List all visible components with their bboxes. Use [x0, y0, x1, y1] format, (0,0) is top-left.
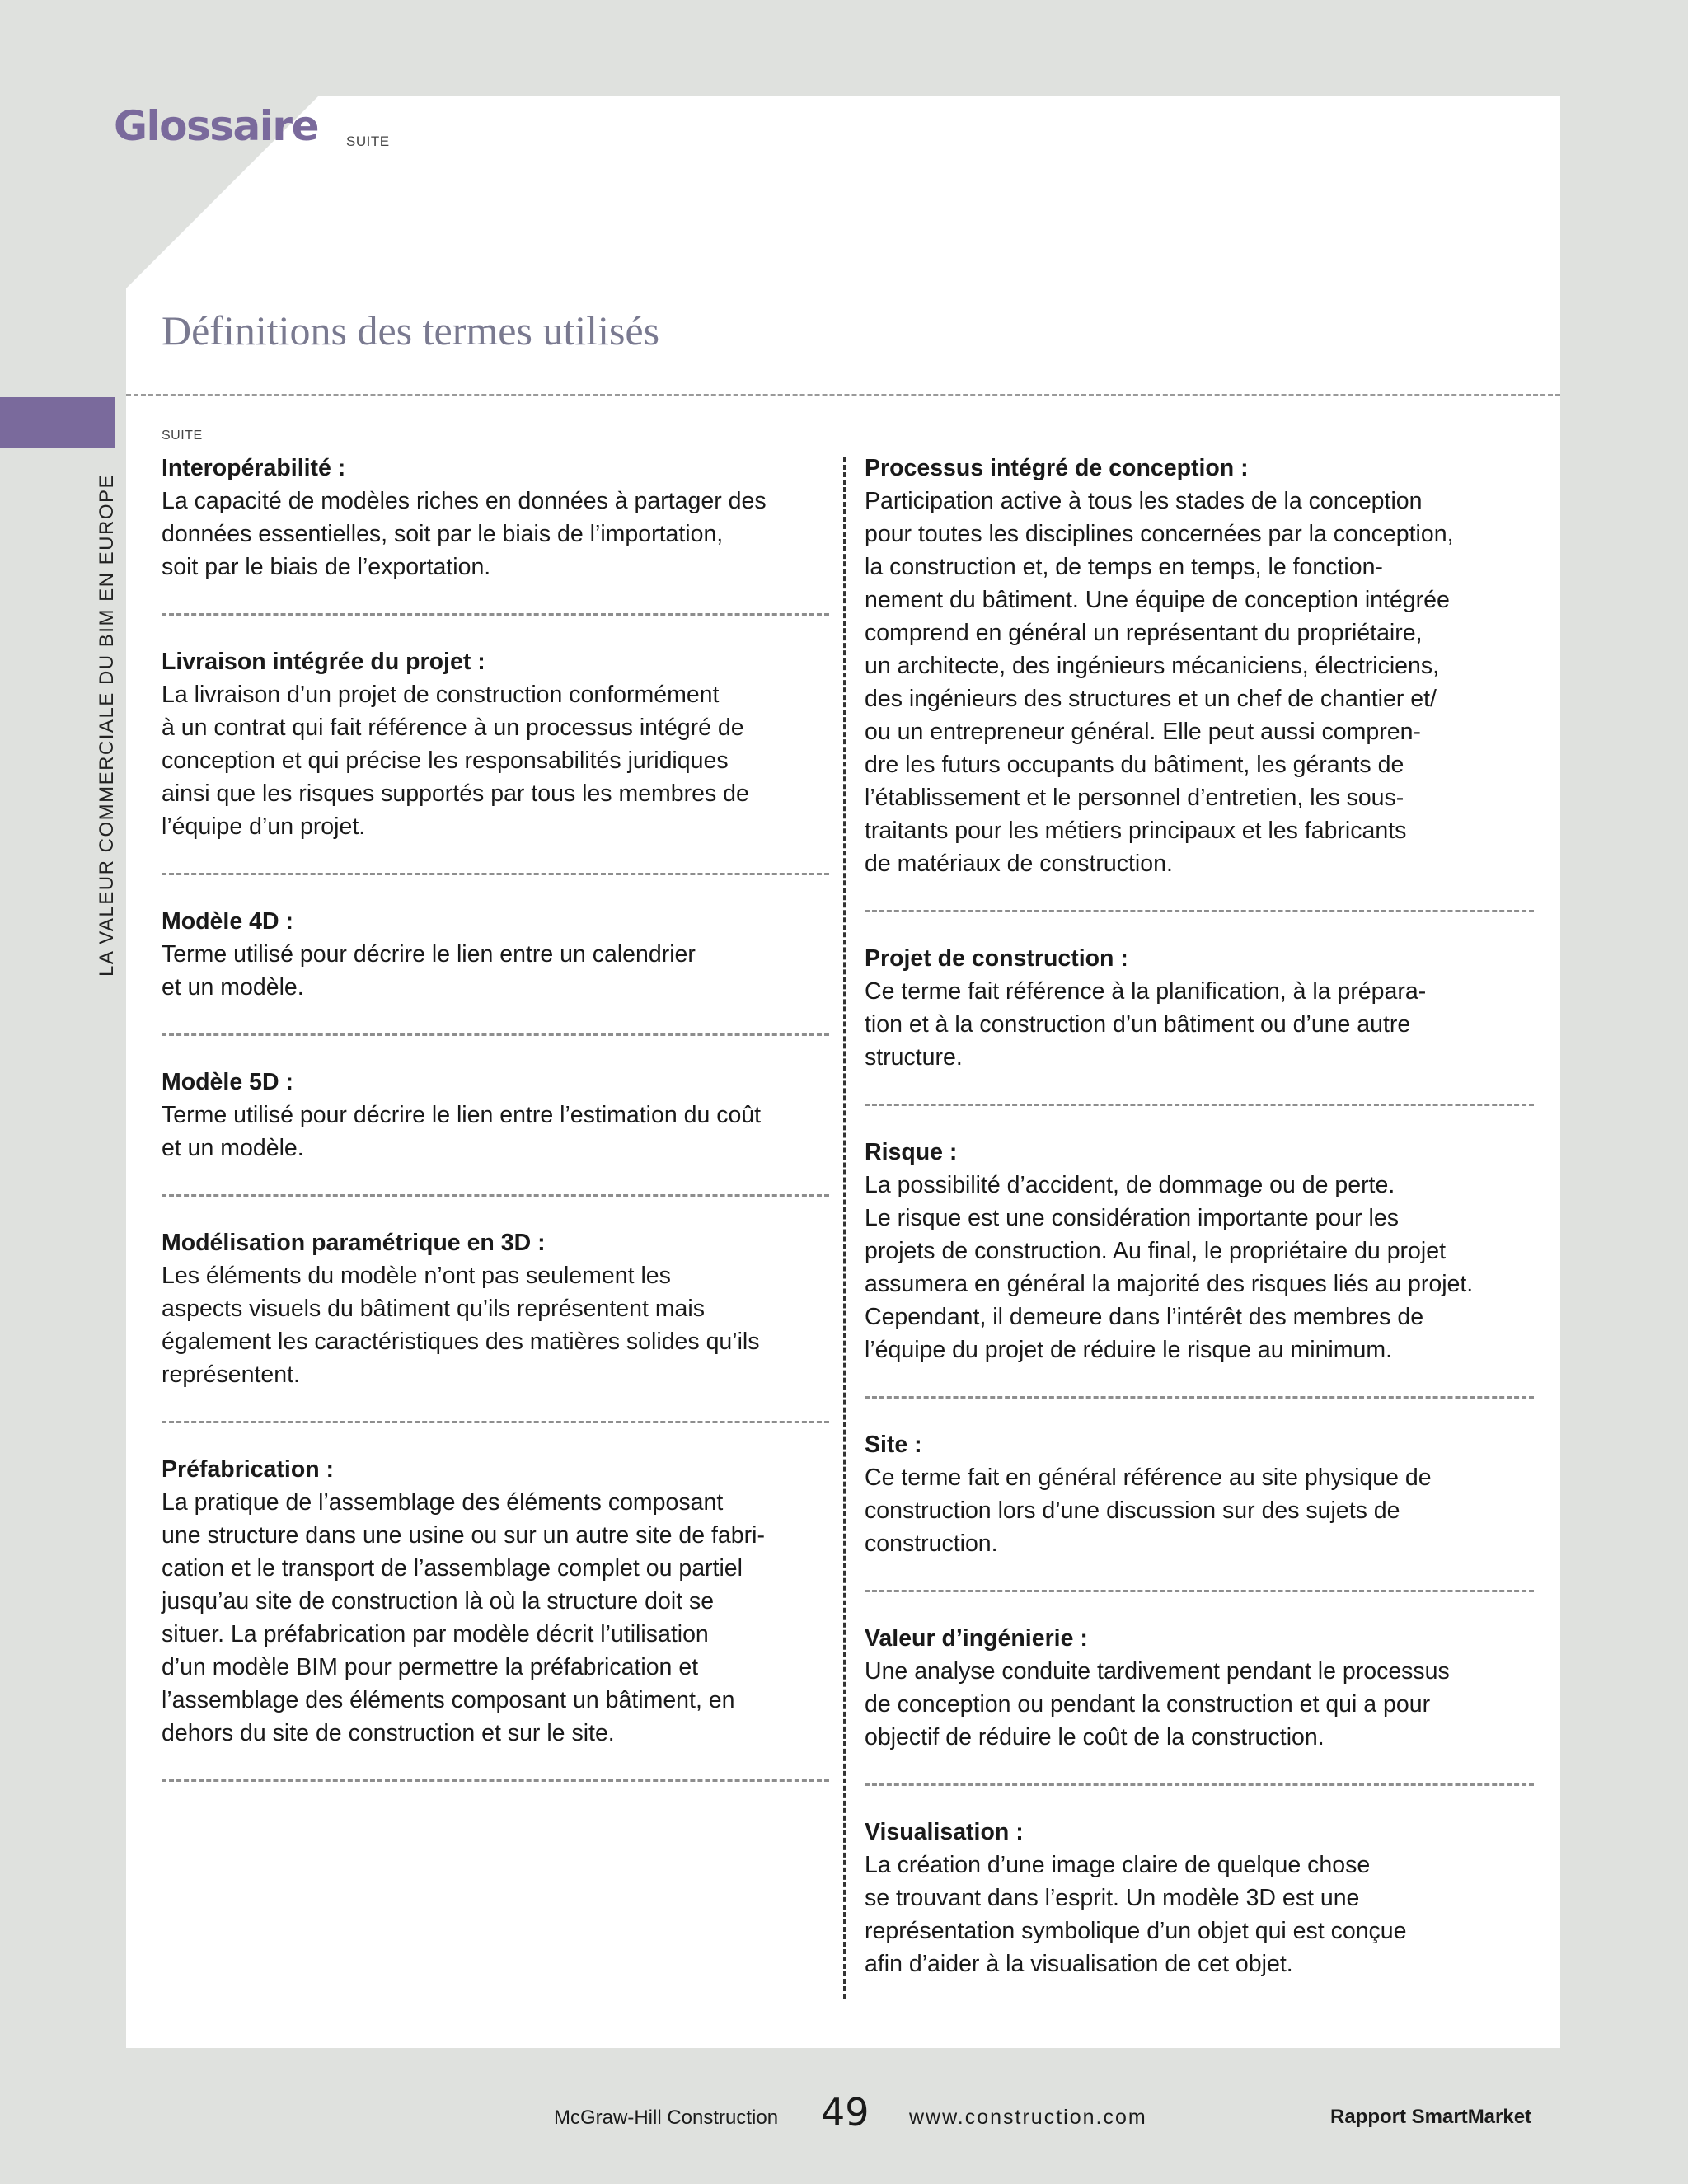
glossary-entry [162, 452, 829, 583]
glossary-definition: Ce terme fait référence à la planification, à la prépara- tion et à la construction d’un bâtiment ou d’une autre structure. [865, 978, 1427, 1071]
glossary-term: Modélisation paramétrique en 3D : [162, 1230, 546, 1256]
glossary-term: Préfabrication : [162, 1456, 335, 1483]
footer-company: McGraw-Hill Construction [554, 2107, 779, 2129]
header-suite-label: SUITE [346, 134, 390, 149]
glossary-definition: Une analyse conduite tardivement pendant le processus de conception ou pendant la construction et qui a pour objectif de réduire le coût de la construction. [865, 1658, 1450, 1750]
entry-divider [162, 1421, 829, 1423]
column-suite-label: SUITE [162, 429, 203, 443]
section-divider [126, 394, 1560, 396]
glossary-definition: La pratique de l’assemblage des éléments composant une structure dans une usine ou sur un autre site de fabri- cation et le transport de l’assemblage complet ou partiel jusqu’au site de construction là où la structure doit se situer. La préfabrication par modèle décrit l’utilisation d’un modèle BIM pour permettre la préfabrication et l’assemblage des éléments composant un bâtiment, en dehors du site de construction et sur le site. [162, 1489, 765, 1746]
glossary-entry [162, 1453, 829, 1750]
entry-divider [162, 1779, 829, 1782]
glossary-term: Processus intégré de conception : [865, 455, 1249, 481]
glossary-term: Visualisation : [865, 1819, 1024, 1845]
glossary-column-left [162, 429, 829, 1811]
glossary-entry [162, 905, 829, 1004]
side-running-title-text: LA VALEUR COMMERCIALE DU BIM EN EUROPE [96, 473, 118, 977]
entry-divider [865, 1396, 1534, 1399]
glossary-entry [865, 1622, 1534, 1754]
glossary-term: Modèle 4D : [162, 908, 293, 935]
glossary-definition: Participation active à tous les stades de la conception pour toutes les disciplines concernées par la conception, la construction et, de temps en temps, le fonction- nement du bâtiment. Une équipe de conception intégrée comprend en général un représentant du propriétaire, un architecte, des ingénieurs mécaniciens, électriciens, des ingénieurs des structures et un chef de chantier et/ ou un entrepreneur général. Elle peut aussi compren- dre les futurs occupants du bâtiment, les gérants de l’établissement et le personnel d’entretien, les sous- traitants pour les métiers principaux et les fabricants de matériaux de construction. [865, 488, 1454, 877]
glossary-definition: Terme utilisé pour décrire le lien entre l’estimation du coût et un modèle. [162, 1102, 762, 1161]
glossary-term: Modèle 5D : [162, 1069, 293, 1095]
glossary-definition: Ce terme fait en général référence au site physique de construction lors d’une discussion sur des sujets de construction. [865, 1465, 1432, 1557]
glossary-definition: Terme utilisé pour décrire le lien entre un calendrier et un modèle. [162, 941, 696, 1001]
glossary-definition: La création d’une image claire de quelque chose se trouvant dans l’esprit. Un modèle 3D est une représentation symbolique d’un objet qui est conçue afin d’aider à la visualisation de cet objet. [865, 1852, 1407, 1977]
glossary-entry [162, 645, 829, 843]
glossary-entry [865, 1816, 1534, 1980]
glossary-term: Site : [865, 1432, 922, 1458]
glossary-term: Valeur d’ingénierie : [865, 1625, 1088, 1652]
page-header-title: Glossaire [114, 102, 318, 150]
entry-divider [162, 1194, 829, 1197]
glossary-definition: Les éléments du modèle n’ont pas seulement les aspects visuels du bâtiment qu’ils représentent mais également les caractéristiques des matières solides qu’ils représentent. [162, 1263, 760, 1388]
entry-divider [162, 873, 829, 875]
footer-page-number: 49 [821, 2090, 870, 2135]
glossary-term: Risque : [865, 1139, 958, 1165]
entry-divider [162, 1033, 829, 1036]
entry-divider [865, 1783, 1534, 1786]
entry-divider [865, 1104, 1534, 1106]
entry-divider [162, 613, 829, 616]
column-divider [843, 457, 846, 1999]
glossary-entry [162, 1226, 829, 1391]
glossary-entry [865, 452, 1534, 880]
glossary-entry [865, 1428, 1534, 1560]
glossary-entry [162, 1066, 829, 1165]
glossary-column-right [865, 452, 1534, 1980]
entry-divider [865, 1590, 1534, 1592]
glossary-term: Projet de construction : [865, 945, 1128, 972]
glossary-term: Livraison intégrée du projet : [162, 649, 485, 675]
footer-report-title: Rapport SmartMarket [1330, 2106, 1532, 2128]
glossary-entry [865, 942, 1534, 1074]
section-title: Définitions des termes utilisés [162, 307, 660, 354]
glossary-term: Interopérabilité : [162, 455, 346, 481]
glossary-definition: La capacité de modèles riches en données à partager des données essentielles, soit par le biais de l’importation, soit par le biais de l’exportation. [162, 488, 767, 580]
footer-url: www.construction.com [909, 2106, 1147, 2129]
glossary-definition: La livraison d’un projet de construction conformément à un contrat qui fait référence à un processus intégré de conception et qui précise les responsabilités juridiques ainsi que les risques supportés par tous les membres de l’équipe d’un projet. [162, 682, 749, 840]
entry-divider [865, 910, 1534, 912]
side-accent-bar [0, 397, 115, 448]
glossary-definition: La possibilité d’accident, de dommage ou de perte. Le risque est une considération importante pour les projets de construction. Au final, le propriétaire du projet assumera en général la majorité des risques liés au projet. Cependant, il demeure dans l’intérêt des membres de l’équipe du projet de réduire le risque au minimum. [865, 1172, 1474, 1363]
glossary-entry [865, 1136, 1534, 1366]
